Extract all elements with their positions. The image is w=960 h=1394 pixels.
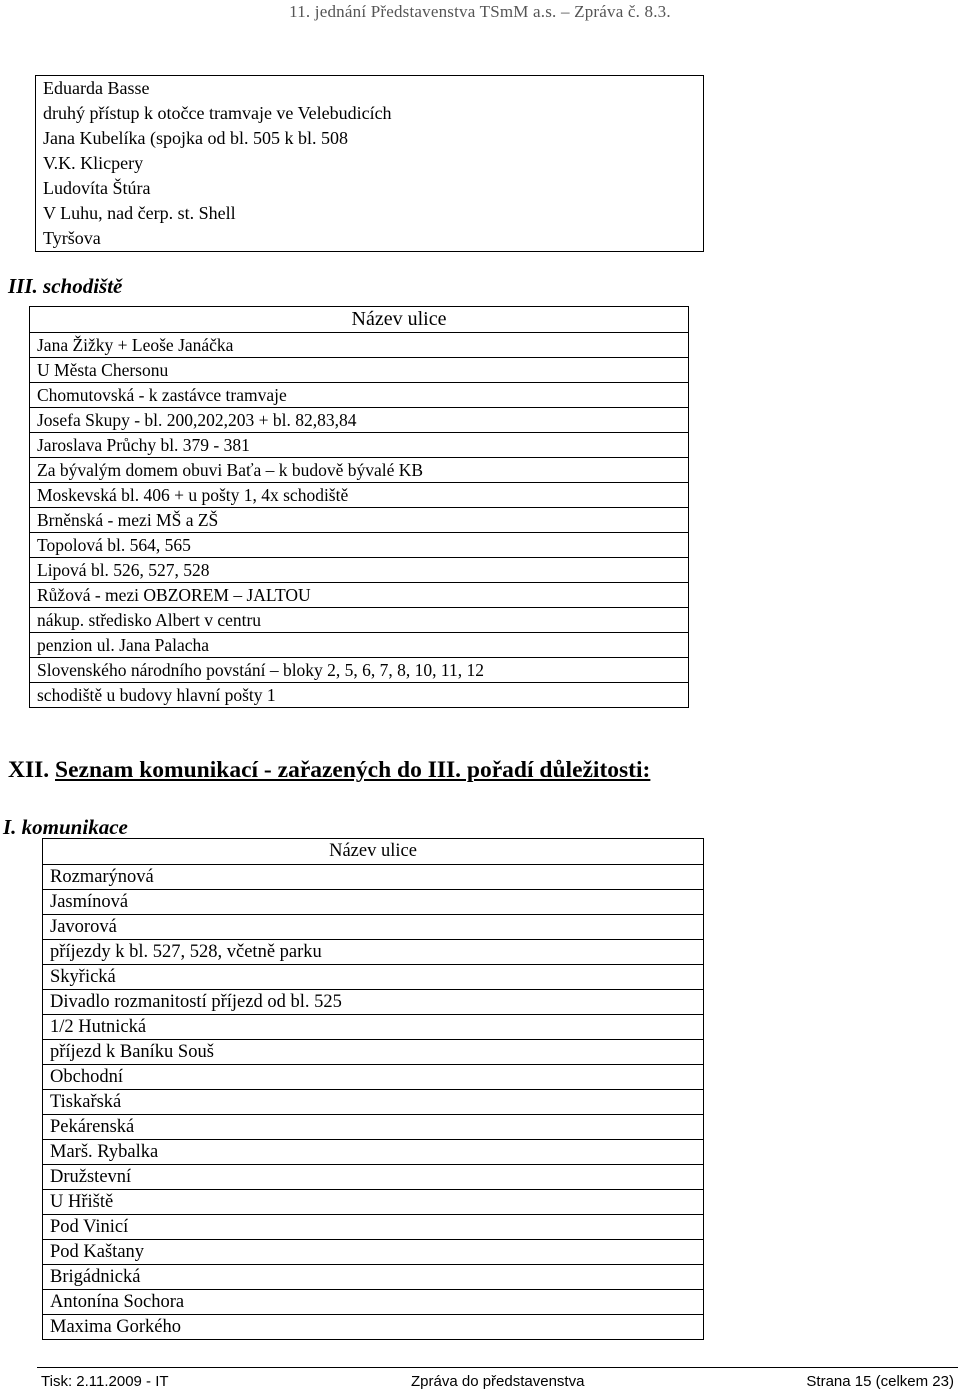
table-row: Eduarda Basse xyxy=(43,78,150,98)
table-row: příjezdy k bl. 527, 528, včetně parku xyxy=(43,939,703,964)
table-row: Brněnská - mezi MŠ a ZŠ xyxy=(30,507,688,532)
table-row: nákup. středisko Albert v centru xyxy=(30,607,688,632)
table-row: Jasmínová xyxy=(43,889,703,914)
street-list-table-continued xyxy=(35,75,704,252)
table-row: penzion ul. Jana Palacha xyxy=(30,632,688,657)
table-row: Jana Kubelíka (spojka od bl. 505 k bl. 508 xyxy=(43,128,348,148)
heading-number: XII. xyxy=(8,757,50,783)
table-row: Rozmarýnová xyxy=(43,864,703,889)
table-row: Pod Vinicí xyxy=(43,1214,703,1239)
table-row: Skyřická xyxy=(43,964,703,989)
heading-text: Seznam komunikací - zařazených do III. pořadí důležitosti: xyxy=(55,757,651,783)
table-row: Jaroslava Průchy bl. 379 - 381 xyxy=(30,432,688,457)
table-row: Tiskařská xyxy=(43,1089,703,1114)
table-row: U Hřiště xyxy=(43,1189,703,1214)
table-row: Za bývalým domem obuvi Baťa – k budově bývalé KB xyxy=(30,457,688,482)
table-row: příjezd k Baníku Souš xyxy=(43,1039,703,1064)
table-row: Marš. Rybalka xyxy=(43,1139,703,1164)
footer-page-number: Strana 15 (celkem 23) xyxy=(806,1373,954,1390)
table-row: Pekárenská xyxy=(43,1114,703,1139)
stairs-table xyxy=(29,306,689,708)
table-row: V.K. Klicpery xyxy=(43,153,144,173)
table-row: Slovenského národního povstání – bloky 2, 5, 6, 7, 8, 10, 11, 12 xyxy=(30,657,688,682)
section-heading-xii xyxy=(8,757,650,784)
table-row: Josefa Skupy - bl. 200,202,203 + bl. 82,83,84 xyxy=(30,407,688,432)
table-row: Růžová - mezi OBZOREM – JALTOU xyxy=(30,582,688,607)
table-row: Brigádnická xyxy=(43,1264,703,1289)
table-header: Název ulice xyxy=(329,841,417,861)
table-row: Tyršova xyxy=(43,228,101,248)
footer-print-date: Tisk: 2.11.2009 - IT xyxy=(41,1373,169,1390)
table-row: Javorová xyxy=(43,914,703,939)
roads-table xyxy=(42,838,704,1340)
table-row: Lipová bl. 526, 527, 528 xyxy=(30,557,688,582)
table-row: Moskevská bl. 406 + u pošty 1, 4x schodiště xyxy=(30,482,688,507)
table-row: Ludovíta Štúra xyxy=(43,178,151,198)
section-title-stairs: III. schodiště xyxy=(8,274,123,298)
table-row: schodiště u budovy hlavní pošty 1 xyxy=(30,682,688,707)
table-row: Topolová bl. 564, 565 xyxy=(30,532,688,557)
table-row: Jana Žižky + Leoše Janáčka xyxy=(30,332,688,357)
footer-divider xyxy=(37,1367,958,1368)
table-row: druhý přístup k otočce tramvaje ve Velebudicích xyxy=(43,103,392,123)
table-row: U Města Chersonu xyxy=(30,357,688,382)
footer-report-title: Zpráva do představenstva xyxy=(411,1373,585,1390)
table-row: Družstevní xyxy=(43,1164,703,1189)
table-row: V Luhu, nad čerp. st. Shell xyxy=(43,203,236,223)
table-row: Chomutovská - k zastávce tramvaje xyxy=(30,382,688,407)
table-row: 1/2 Hutnická xyxy=(43,1014,703,1039)
table-header: Název ulice xyxy=(351,308,447,330)
table-row: Obchodní xyxy=(43,1064,703,1089)
section-title-roads: I. komunikace xyxy=(3,815,128,839)
page-header: 11. jednání Představenstva TSmM a.s. – Zpráva č. 8.3. xyxy=(289,2,671,21)
table-row: Antonína Sochora xyxy=(43,1289,703,1314)
table-row: Pod Kaštany xyxy=(43,1239,703,1264)
table-row: Maxima Gorkého xyxy=(43,1314,703,1339)
table-row: Divadlo rozmanitostí příjezd od bl. 525 xyxy=(43,989,703,1014)
